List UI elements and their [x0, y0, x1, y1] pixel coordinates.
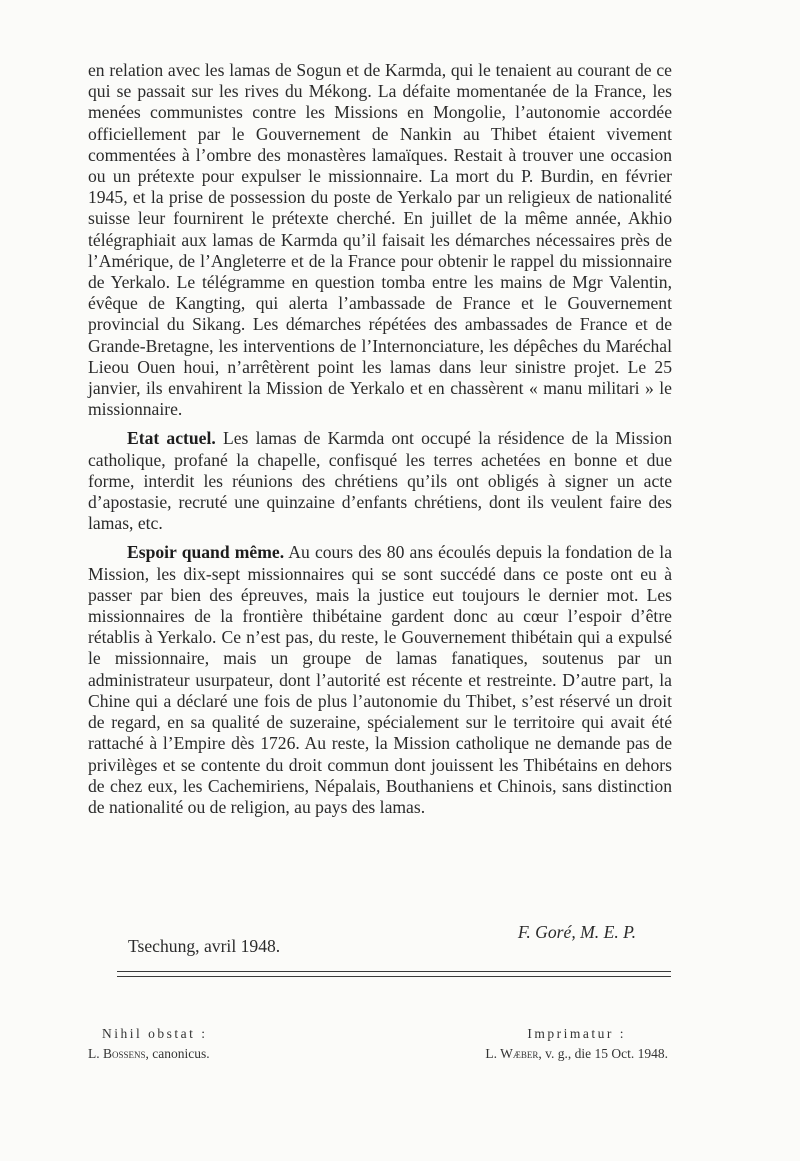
section-heading-espoir: Espoir quand même.: [127, 542, 285, 563]
imprimatur-name: L. Wæber: [485, 1046, 539, 1061]
paragraph-espoir: [88, 542, 672, 818]
paragraph-etat-actuel: [88, 428, 672, 534]
signoff: [88, 922, 672, 962]
section-body-etat-actuel: Les lamas de Karmda ont occupé la résidence de la Mission catholique, profané la chapelle, confisqué les terres achetées en bonne et due forme, interdit les réunions des chrétiens qu’ils ont obligés à signer un acte d’apostasie, recruté une quinzaine d’enfants chrétiens, dont ils veulent faire des lamas, etc.: [88, 428, 672, 534]
nihil-obstat-name: L. Bossens: [88, 1046, 146, 1061]
imprimatur-title: Imprimatur :: [527, 1026, 626, 1041]
divider-rule-bottom: [117, 976, 671, 977]
imprimatur: [485, 1024, 668, 1064]
imprimatur-role: , v. g., die 15 Oct. 1948.: [538, 1046, 668, 1061]
nihil-obstat-role: , canonicus.: [145, 1046, 210, 1061]
section-body-espoir: Au cours des 80 ans écoulés depuis la fondation de la Mission, les dix-sept missionnaires qui se sont succédé dans ce poste ont eu à passer par bien des épreuves, mais la justice eut toujours le dernier mot. Les missionnaires de la frontière thibétaine gardent donc au cœur l’espoir d’être rétablis à Yerkalo. Ce n’est pas, du reste, le Gouvernement thibétain qui a expulsé le missionnaire, mais un groupe de lamas fanatiques, soutenus par un administrateur usurpateur, dont l’autorité est récente et restreinte. D’autre part, la Chine qui a déclaré une fois de plus l’autonomie du Thibet, s’est réservé un droit de regard, en sa qualité de suzeraine, spécialement sur le territoire qui avait été rattaché à l’Empire dès 1726. Au reste, la Mission catholique ne demande pas de privilèges et se contente du droit commun dont jouissent les Thibétains en dehors de chez eux, les Cachemiriens, Népalais, Bouthaniens et Chinois, sans distinction de nationalité ou de religion, au pays des lamas.: [88, 542, 672, 817]
place-date: Tsechung, avril 1948.: [128, 936, 281, 956]
nihil-obstat: [88, 1024, 210, 1064]
article-body: [88, 60, 672, 818]
paragraph-yerkalo-expulsion: en relation avec les lamas de Sogun et de Karmda, qui le tenaient au courant de ce qui se passait sur les rives du Mékong. La défaite momentanée de la France, les menées communistes contre les Missions en Mongolie, l’autonomie accordée officiellement par le Gouvernement de Nankin au Thibet étaient vivement commentées à l’ombre des monastères lamaïques. Restait à trouver une occasion ou un prétexte pour expulser le missionnaire. La mort du P. Burdin, en février 1945, et la prise de possession du poste de Yerkalo par un religieux de nationalité suisse leur fournirent le prétexte cherché. En juillet de la même année, Akhio télégraphiait aux lamas de Karmda qu’il faisait les démarches nécessaires près de l’Amérique, de l’Angleterre et de la France pour obtenir le rappel du missionnaire de Yerkalo. Le télégramme en question tomba entre les mains de Mgr Valentin, évêque de Kangting, qui alerta l’ambassade de France et le Gouvernement provincial du Sikang. Les démarches répétées des ambassades de France et de Grande-Bretagne, les interventions de l’Internonciature, les dépêches du Maréchal Lieou Ouen houi, n’arrêtèrent point les lamas dans leur sinistre projet. Le 25 janvier, ils envahirent la Mission de Yerkalo et en chassèrent « manu militari » le missionnaire.: [88, 60, 672, 420]
imprimatur-signer: [485, 1044, 668, 1064]
section-heading-etat-actuel: Etat actuel.: [127, 428, 216, 449]
divider-rule-top: [117, 971, 671, 972]
author-signature: F. Goré, M. E. P.: [517, 922, 636, 942]
nihil-obstat-title: Nihil obstat :: [102, 1026, 208, 1041]
nihil-obstat-signer: [88, 1044, 210, 1064]
